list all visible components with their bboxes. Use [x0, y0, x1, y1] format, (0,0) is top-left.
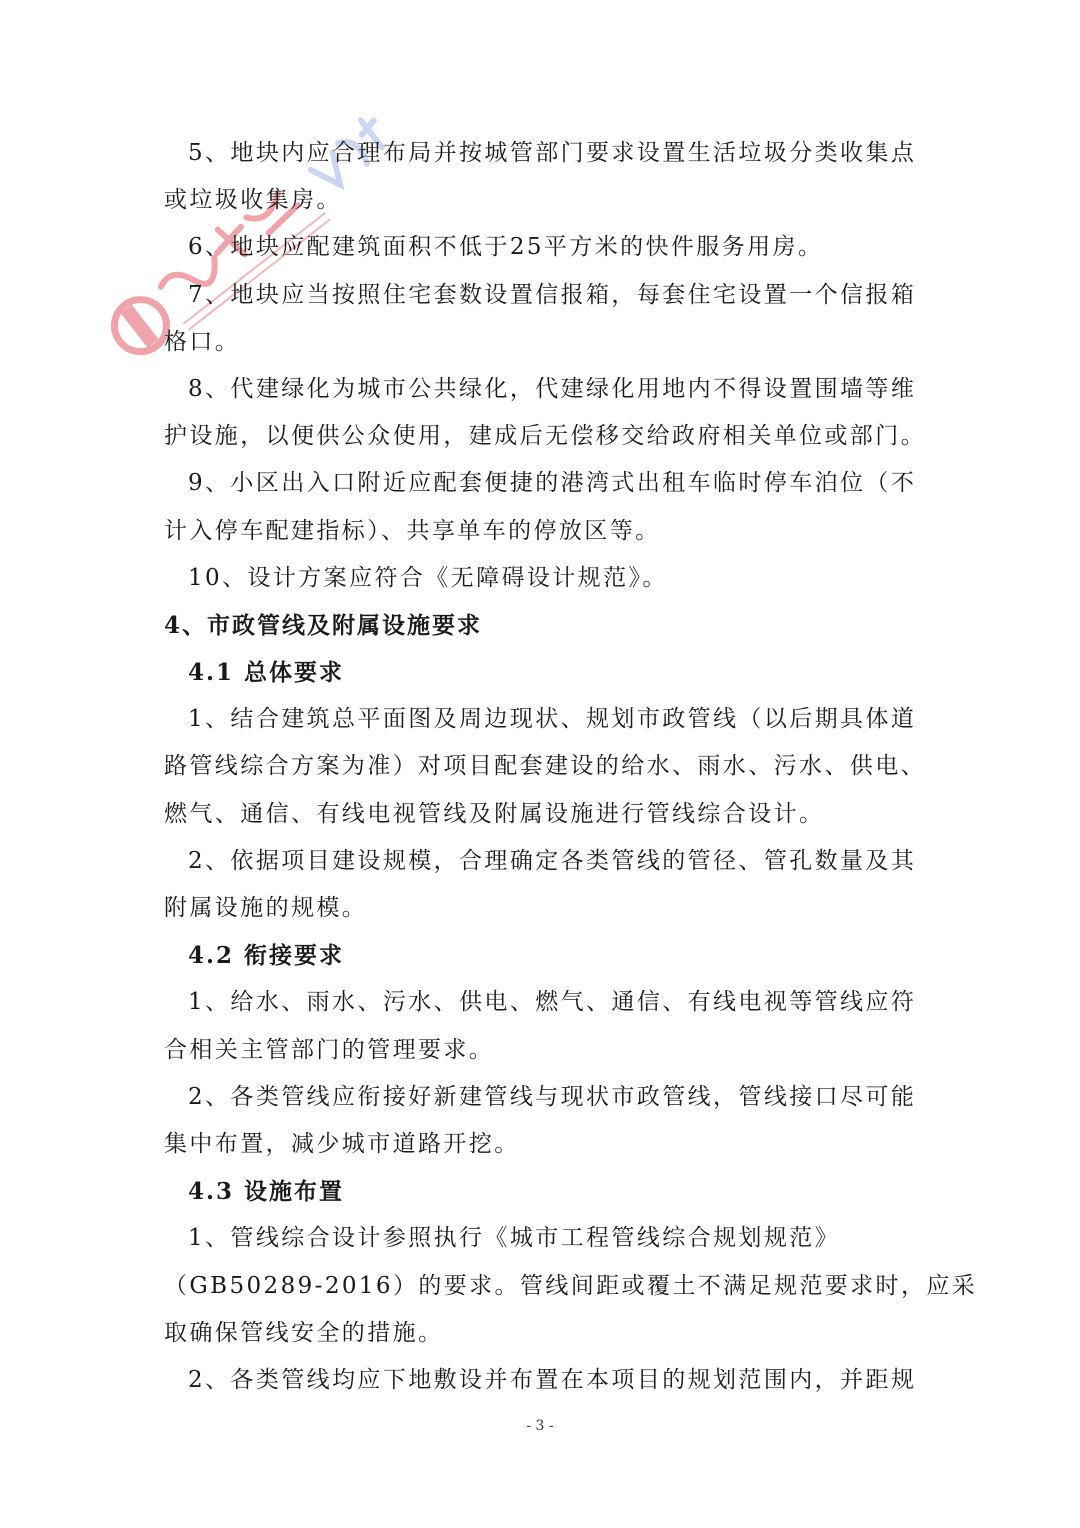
text-line: 8、代建绿化为城市公共绿化，代建绿化用地内不得设置围墙等维: [188, 375, 917, 402]
subsection-heading: [164, 649, 914, 696]
paragraph: [164, 838, 917, 932]
text-line: 4、市政管线及附属设施要求: [164, 611, 483, 639]
page-number: - 3 -: [526, 1418, 554, 1434]
paragraph: [164, 224, 914, 271]
text-line: 燃气、通信、有线电视管线及附属设施进行管线综合设计。: [164, 800, 825, 827]
paragraph: [164, 1215, 978, 1357]
text-line: 附属设施的规模。: [164, 895, 368, 921]
text-line: 1、给水、雨水、污水、供电、燃气、通信、有线电视等管线应符: [188, 989, 917, 1016]
text-line: 1、管线综合设计参照执行《城市工程管线综合规划规范》: [188, 1225, 841, 1252]
text-line: 6、地块应配建筑面积不低于25平方米的快件服务用房。: [188, 234, 824, 261]
subsection-heading: [164, 1168, 914, 1215]
text-line: （GB50289-2016）的要求。管线间距或覆土不满足规范要求时，应采: [164, 1272, 978, 1299]
paragraph: [164, 272, 917, 366]
text-line: 计入停车配建指标）、共享单车的停放区等。: [164, 517, 661, 544]
paragraph: [164, 979, 917, 1073]
paragraph: [164, 696, 926, 838]
paragraph: [164, 555, 914, 602]
text-line: 集中布置，减少城市道路开挖。: [164, 1130, 520, 1157]
text-line: 9、小区出入口附近应配套便捷的港湾式出租车临时停车泊位（不: [188, 470, 917, 497]
text-line: 格口。: [164, 328, 241, 355]
text-line: 2、各类管线均应下地敷设并布置在本项目的规划范围内，并距规: [188, 1366, 917, 1393]
text-line: 10、设计方案应符合《无障碍设计规范》。: [188, 564, 668, 591]
text-line: 或垃圾收集房。: [164, 187, 342, 214]
document-body: [164, 130, 978, 1404]
text-line: 4.2 衔接要求: [188, 942, 345, 970]
text-line: 2、各类管线应衔接好新建管线与现状市政管线，管线接口尽可能: [188, 1083, 917, 1110]
paragraph: [164, 460, 917, 554]
paragraph: [164, 130, 917, 224]
paragraph: [164, 1074, 917, 1168]
paragraph: [164, 366, 926, 460]
text-line: 护设施，以便供公众使用，建成后无偿移交给政府相关单位或部门。: [164, 423, 926, 450]
subsection-heading: [164, 932, 914, 979]
text-line: 取确保管线安全的措施。: [164, 1319, 444, 1346]
text-line: 2、依据项目建设规模，合理确定各类管线的管径、管孔数量及其: [188, 847, 917, 874]
text-line: 7、地块应当按照住宅套数设置信报箱，每套住宅设置一个信报箱: [188, 281, 917, 308]
text-line: 4.1 总体要求: [188, 659, 345, 687]
text-line: 路管线综合方案为准）对项目配套建设的给水、雨水、污水、供电、: [164, 753, 926, 780]
text-line: 合相关主管部门的管理要求。: [164, 1036, 495, 1063]
paragraph: [164, 1357, 917, 1404]
text-line: 4.3 设施布置: [188, 1178, 345, 1206]
text-line: 5、地块内应合理布局并按城管部门要求设置生活垃圾分类收集点: [188, 140, 917, 166]
section-heading: [164, 602, 914, 649]
text-line: 1、结合建筑总平面图及周边现状、规划市政管线（以后期具体道: [188, 706, 917, 733]
